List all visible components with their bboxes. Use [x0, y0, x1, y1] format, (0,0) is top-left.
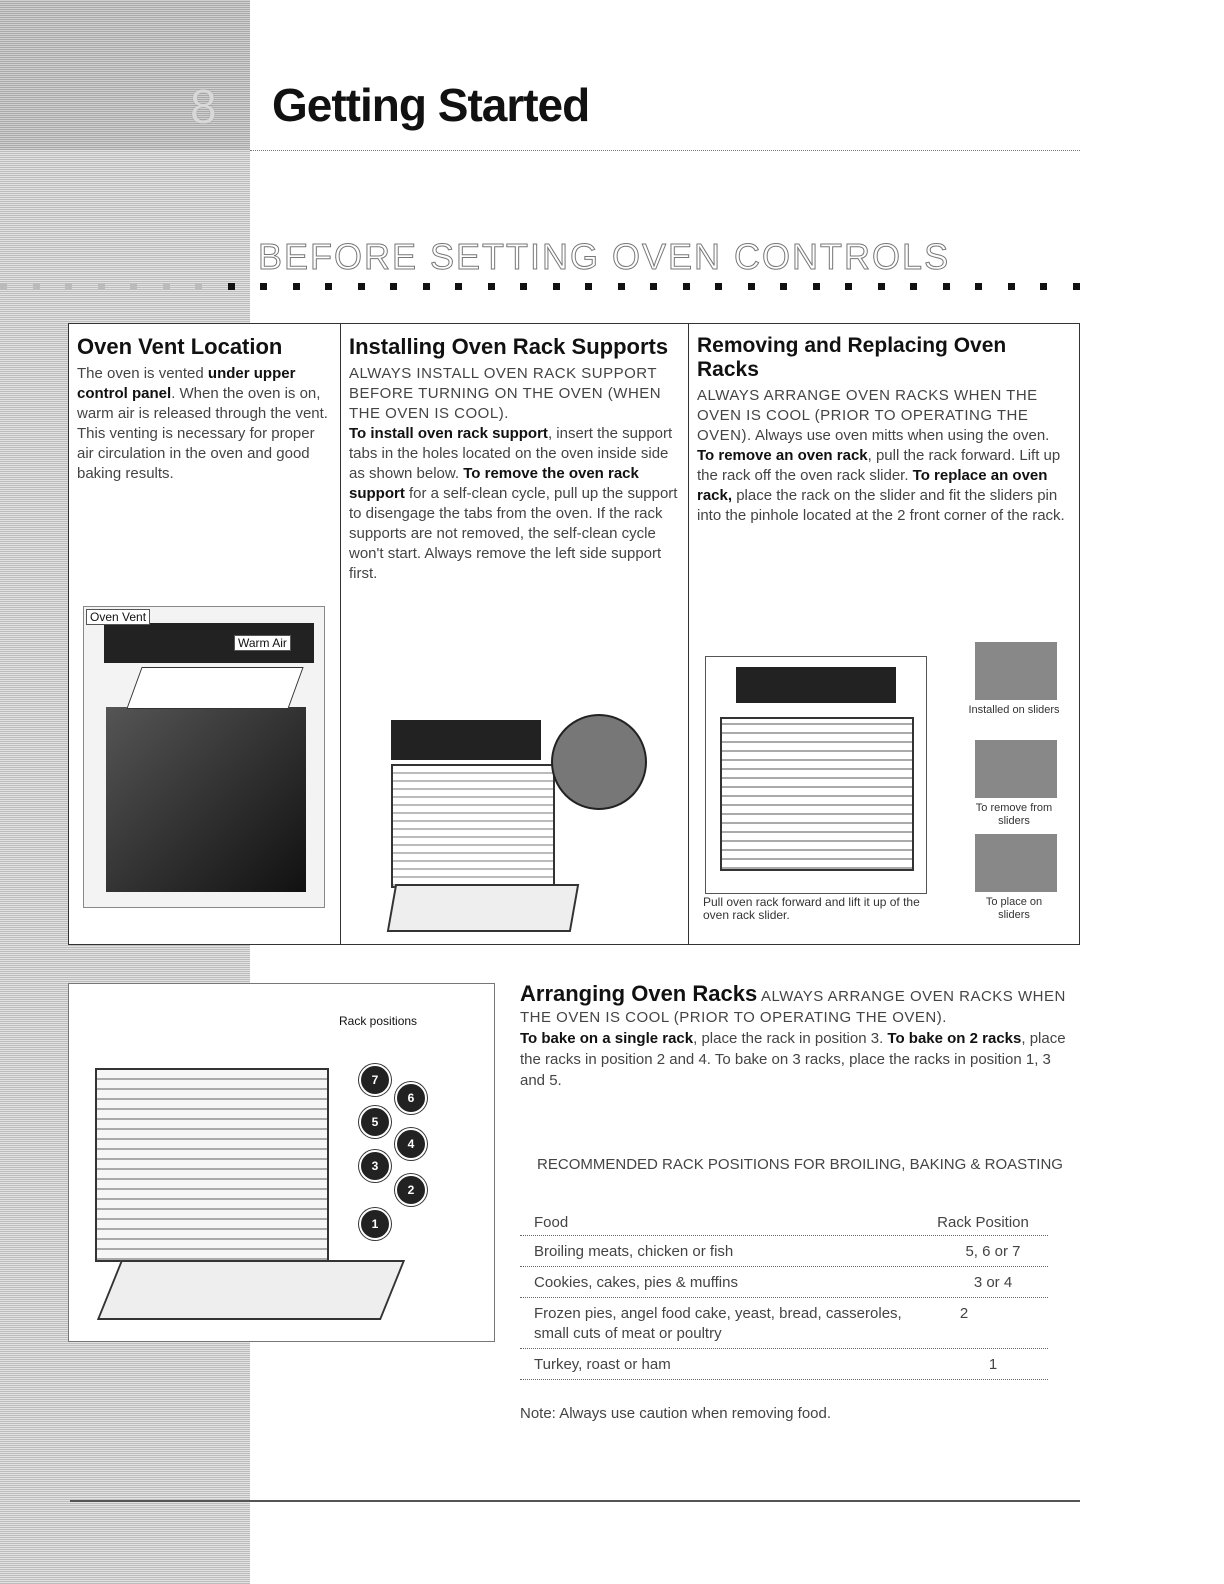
remove-rack-caption: Pull oven rack forward and lift it up of the oven rack slider. [703, 895, 920, 922]
oven-vent-title: Oven Vent Location [77, 334, 283, 359]
page-number: 8 [190, 81, 217, 134]
rack-supports-title: Installing Oven Rack Supports [349, 334, 669, 359]
table-row: Broiling meats, chicken or fish 5, 6 or 7 [520, 1236, 1048, 1267]
footer-divider [70, 1500, 1080, 1502]
caution-note: Note: Always use caution when removing food. [520, 1405, 832, 1422]
rack-supports-illustration [381, 714, 651, 936]
rack-position-marker: 2 [395, 1174, 427, 1206]
rack-position-marker: 1 [359, 1208, 391, 1240]
rack-positions-label: Rack positions [339, 1014, 418, 1028]
slider-place-caption: To place on sliders [985, 896, 1043, 921]
rack-supports-text: ALWAYS INSTALL OVEN RACK SUPPORT BEFORE TURNING ON THE OVEN (WHEN THE OVEN IS COOL). To install oven rack support, insert the support tabs in the holes located on the oven inside side as shown below. To remove the oven rack support for a self-clean cycle, pull up the support to disengage the tabs from the oven. If the rack supports are not removed, the self-clean cycle won't start. Always remove the left side support first. [349, 365, 678, 582]
remove-rack-illustration [705, 656, 927, 894]
position-column-header: Rack Position [937, 1214, 1029, 1231]
info-panel [68, 323, 1080, 945]
dotted-divider [0, 283, 1080, 293]
rack-position-table [520, 1210, 1048, 1380]
rack-position-marker: 7 [359, 1064, 391, 1096]
food-column-header: Food [534, 1214, 569, 1231]
rack-position-marker: 6 [395, 1082, 427, 1114]
slider-installed-caption: Installed on sliders [968, 704, 1060, 716]
removing-racks-title: Removing and Replacing Oven Racks [697, 334, 1007, 381]
page-title: Getting Started [272, 79, 590, 131]
oven-vent-illustration [83, 606, 325, 908]
table-row: Frozen pies, angel food cake, yeast, bread, casseroles, small cuts of meat or poultry 2 [520, 1298, 1048, 1349]
warm-air-label: Warm Air [234, 635, 291, 651]
table-row: Cookies, cakes, pies & muffins 3 or 4 [520, 1267, 1048, 1298]
removing-racks-text: ALWAYS ARRANGE OVEN RACKS WHEN THE OVEN IS COOL (PRIOR TO OPERATING THE OVEN). Always use oven mitts when using the oven. To remove an oven rack, pull the rack forward. Lift up the rack off the oven rack slider. To replace an oven rack, place the rack on the slider and fit the sliders pin into the pinhole located at the 2 front corner of the rack. [697, 387, 1065, 524]
slider-place-illustration [975, 834, 1057, 892]
table-header [520, 1210, 1048, 1236]
rack-position-marker: 3 [359, 1150, 391, 1182]
rack-supports-section [341, 324, 689, 944]
title-divider [250, 150, 1080, 151]
table-row: Turkey, roast or ham 1 [520, 1349, 1048, 1380]
oven-vent-label: Oven Vent [86, 609, 150, 625]
section-heading: BEFORE SETTING OVEN CONTROLS [258, 236, 951, 277]
rack-position-marker: 4 [395, 1128, 427, 1160]
recommended-heading: RECOMMENDED RACK POSITIONS FOR BROILING, BAKING & ROASTING [537, 1156, 1063, 1173]
rack-position-marker: 5 [359, 1106, 391, 1138]
removing-racks-section [689, 324, 1079, 944]
slider-remove-illustration [975, 740, 1057, 798]
slider-installed-illustration [975, 642, 1057, 700]
arranging-section: Arranging Oven Racks ALWAYS ARRANGE OVEN RACKS WHEN THE OVEN IS COOL (PRIOR TO OPERATING THE OVEN). To bake on a single rack, place the rack in position 3. To bake on 2 racks, place the racks in position 2 and 4. To bake on 3 racks, place the racks in position 1, 3 and 5. [520, 981, 1066, 1089]
oven-vent-text: The oven is vented under upper control panel. When the oven is on, warm air is released through the vent. This venting is necessary for proper air circulation in the oven and good baking results. [77, 365, 328, 482]
slider-remove-caption: To remove from sliders [975, 802, 1053, 827]
arranging-title: Arranging Oven Racks [520, 981, 758, 1006]
rack-positions-illustration [68, 983, 495, 1342]
oven-vent-section [69, 324, 341, 944]
